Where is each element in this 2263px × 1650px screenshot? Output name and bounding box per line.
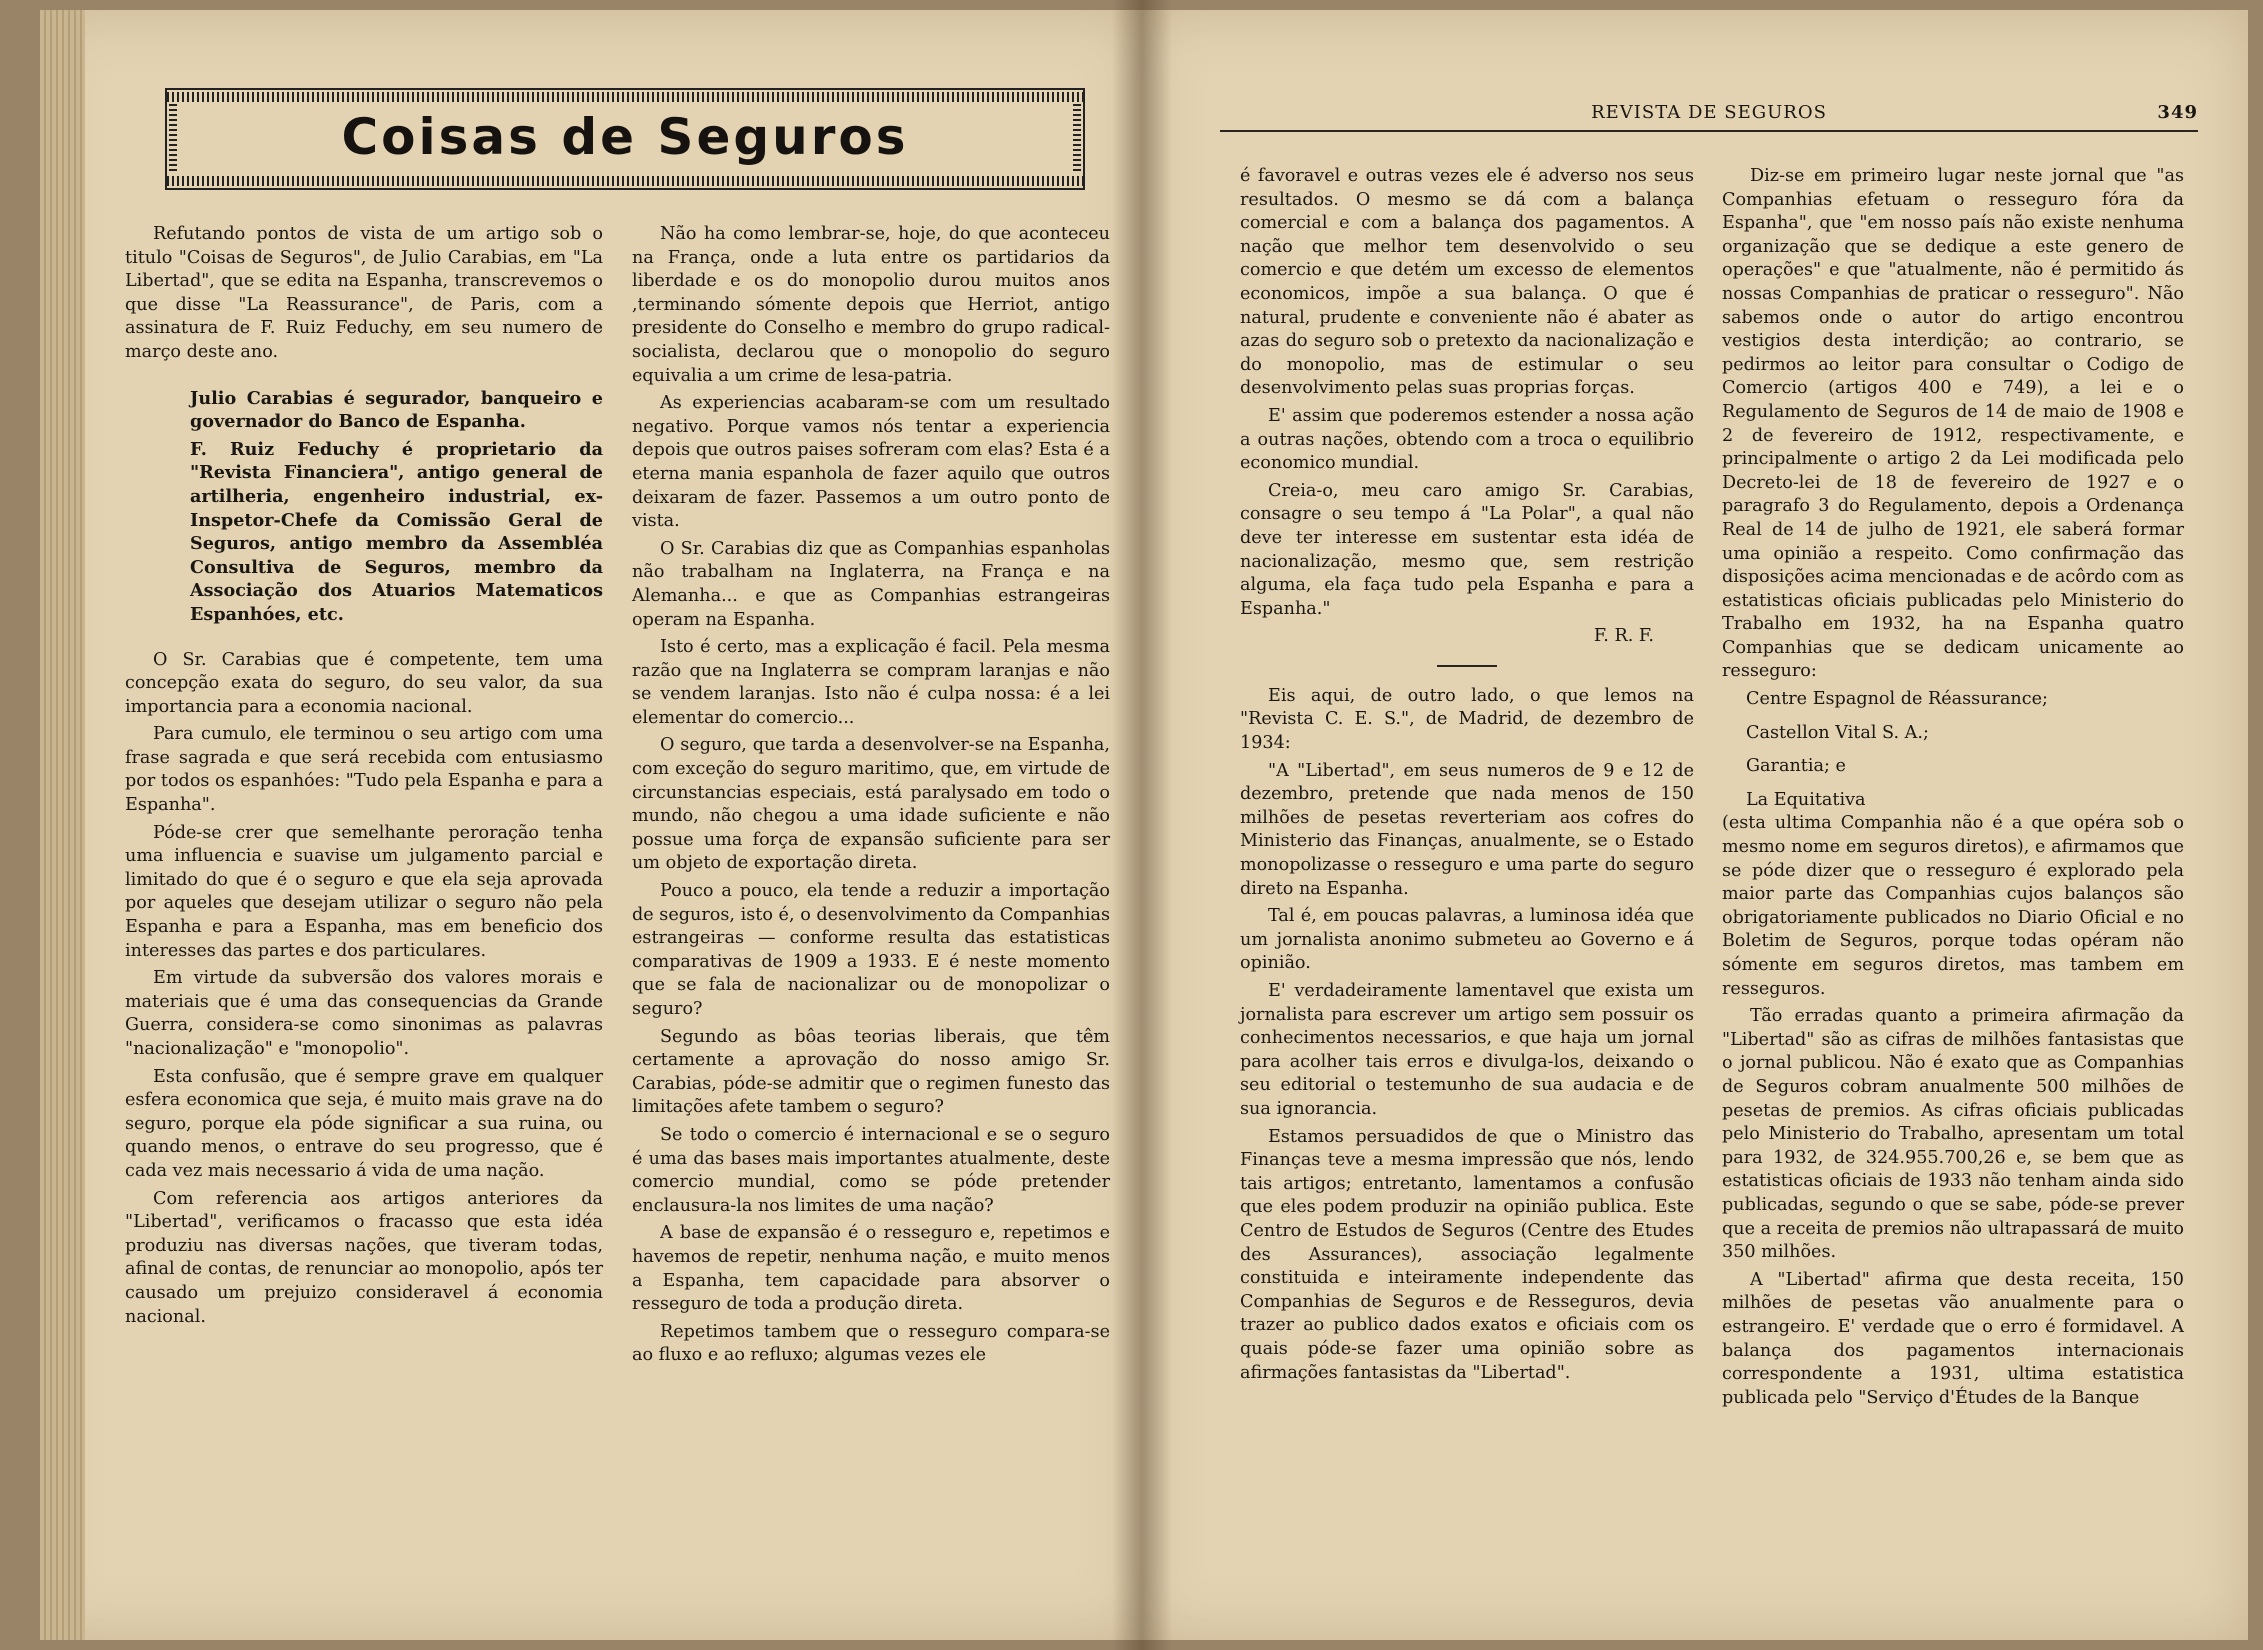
paragraph: O seguro, que tarda a desenvolver-se na Espanha, com exceção do seguro maritimo, que, em virtude de circunstancias especiais, está paralysado em todo o mundo, não chegou a uma idade suficiente e não possue uma força de expansão suficiente para ser um objeto de exportação direta. bbox=[632, 735, 1110, 874]
paragraph: A "Libertad" afirma que desta receita, 150 milhões de pesetas vão anualmente para o estrangeiro. E' verdade que o erro é formidavel. A balança dos pagamentos internacionais correspondente a 1931, ultima estatistica publicada pelo "Serviço d'Études de la Banque bbox=[1722, 1269, 2184, 1408]
paragraph: O Sr. Carabias que é competente, tem uma concepção exata do seguro, do seu valor, da sua importancia para a economia nacional. bbox=[125, 649, 603, 717]
author-note: F. Ruiz Feduchy é proprietario da "Revista Financiera", antigo general de artilheria, engenheiro industrial, ex-Inspetor-Chefe da Comissão Geral de Seguros, antigo membro da Assembléa Consultiva de Seguros, membro da Associação dos Atuarios Matematicos Espanhóes, etc. bbox=[190, 438, 603, 625]
paragraph: Creia-o, meu caro amigo Sr. Carabias, consagre o seu tempo á "La Polar", a qual não deve ter interesse em sustentar esta idéa de nacionalização, mesmo que, sem restrição alguma, ela faça tudo pela Espanha e para a Espanha." bbox=[1240, 480, 1694, 619]
right-page bbox=[1142, 10, 2248, 1640]
article-title: Coisas de Seguros bbox=[341, 108, 909, 166]
signature: F. R. F. bbox=[1593, 626, 1654, 647]
paragraph: E' assim que poderemos estender a nossa ação a outras nações, obtendo com a troca o equilibrio economico mundial. bbox=[1240, 405, 1694, 474]
paragraph: Não ha como lembrar-se, hoje, do que aconteceu na França, onde a luta entre os partidarios da liberdade e os do monopolio durou muitos anos ,terminando sómente depois que Herriot, antigo presidente do Conselho e membro do grupo radical-socialista, declarou que o monopolio do seguro equivalia a um crime de lesa-patria. bbox=[632, 224, 1110, 386]
running-header bbox=[1220, 100, 2198, 132]
paragraph: Refutando pontos de vista de um artigo sob o titulo "Coisas de Seguros", de Julio Carabias, em "La Libertad", que se edita na Espanha, transcrevemos o que disse "La Reassurance", de Paris, com a assinatura de F. Ruiz Feduchy, em seu numero de março deste ano. bbox=[125, 224, 603, 362]
paragraph: O Sr. Carabias diz que as Companhias espanholas não trabalham na Inglaterra, na França e na Alemanha... e que as Companhias estrangeiras operam na Espanha. bbox=[632, 538, 1110, 630]
left-page bbox=[40, 10, 1142, 1640]
paragraph: Repetimos tambem que o resseguro compara-se ao fluxo e ao refluxo; algumas vezes ele bbox=[632, 1321, 1110, 1366]
paragraph: é favoravel e outras vezes ele é adverso nos seus resultados. O mesmo se dá com a balança comercial e com a balança dos pagamentos. A nação que melhor tem desenvolvido o seu comercio e que detém um excesso de elementos economicos, impõe a sua balança. O que é natural, prudente e conveniente não é abater as azas do seguro sob o pretexto da nacionalização e do monopolio, mas de estimular o seu desenvolvimento pelas suas proprias forças. bbox=[1240, 166, 1694, 399]
paragraph: Póde-se crer que semelhante peroração tenha uma influencia e suavise um julgamento parcial e limitado do que é o seguro e que ela seja aprovada por aqueles que desejam utilizar o seguro não pela Espanha e para a Espanha, mas em beneficio dos interesses das partes e dos particulares. bbox=[125, 822, 603, 961]
paragraph: Em virtude da subversão dos valores morais e materiais que é uma das consequencias da Grande Guerra, considera-se como sinonimas as palavras "nacionalização" e "monopolio". bbox=[125, 968, 603, 1059]
company-list-item: Castellon Vital S. A.; bbox=[1746, 722, 1929, 743]
paragraph: Isto é certo, mas a explicação é facil. Pela mesma razão que na Inglaterra se compram laranjas e não se vendem laranjas. Isto não é culpa nossa: é a lei elementar do comercio... bbox=[632, 637, 1110, 728]
paragraph: Pouco a pouco, ela tende a reduzir a importação de seguros, isto é, o desenvolvimento da Companhias estrangeiras — conforme resulta das estatisticas comparativas de 1909 a 1933. E é neste momento que se fala de nacionalizar ou de monopolizar o seguro? bbox=[632, 881, 1110, 1019]
binding-gutter bbox=[1112, 0, 1172, 1650]
paragraph: A base de expansão é o resseguro e, repetimos e havemos de repetir, nenhuma nação, e muito menos a Espanha, tem capacidade para absorver o resseguro de toda a produção direta. bbox=[632, 1223, 1110, 1315]
paragraph: Diz-se em primeiro lugar neste jornal que "as Companhias efetuam o resseguro fóra da Espanha", que "em nosso país não existe nenhuma organização que se dedique a este genero de operações" e que "atualmente, não é permitido ás nossas Companhias de praticar o resseguro". Não sabemos onde o autor do artigo encontrou vestigios desta interdição; ao contrario, se pedirmos ao leitor para consultar o Codigo de Comercio (artigos 400 e 749), a lei e o Regulamento de Seguros de 14 de maio de 1908 e 2 de fevereiro de 1912, respectivamente, e principalmente o artigo 2 da Lei modificada pelo Decreto-lei de 18 de fevereiro de 1927 e o paragrafo 3 do Regulamento, depois a Ordenança Real de 14 de julho de 1921, ele saberá formar uma opinião a respeito. Como confirmação das disposições acima mencionadas e de acôrdo com as estatisticas oficiais publicadas pelo Ministerio do Trabalho em 1932, ha na Espanha quatro Companhias que se dedicam unicamente ao resseguro: bbox=[1722, 166, 2184, 682]
paragraph: As experiencias acabaram-se com um resultado negativo. Porque vamos nós tentar a experiencia depois que outros paises sofreram com elas? Esta é a eterna mania espanhola de fazer aquilo que outros deixaram de fazer. Passemos a um outro ponto de vista. bbox=[632, 393, 1110, 532]
paragraph: Estamos persuadidos de que o Ministro das Finanças teve a mesma impressão que nós, lendo tais artigos; entretanto, lamentamos a confusão que eles podem produzir na opinião publica. Este Centro de Estudos de Seguros (Centre des Etudes des Assurances), associação legalmente constituida e inteiramente independente das Companhias de Seguros e de Resseguros, devia trazer ao publico dados exatos e oficiais com os quais póde-se fazer uma opinião sobre as afirmações fantasistas da "Libertad". bbox=[1240, 1126, 1694, 1383]
right-column-1 bbox=[1240, 165, 1694, 1389]
title-banner bbox=[165, 88, 1085, 190]
company-list-item: Garantia; e bbox=[1746, 756, 1846, 777]
paragraph: E' verdadeiramente lamentavel que exista um jornalista para escrever um artigo sem possuir os conhecimentos necessarios, e que haja um jornal para acolher tais erros e divulga-los, deixando o seu editorial o testemunho de sua audacia e de sua ignorancia. bbox=[1240, 981, 1694, 1119]
paragraph: Tal é, em poucas palavras, a luminosa idéa que um jornalista anonimo submeteu ao Governo e á opinião. bbox=[1240, 906, 1694, 974]
paragraph: "A "Libertad", em seus numeros de 9 e 12 de dezembro, pretende que nada menos de 150 milhões de pesetas reverteriam aos cofres do Ministerio das Finanças, anualmente, se o Estado monopolizasse o resseguro e uma parte do seguro direto na Espanha. bbox=[1240, 760, 1694, 899]
paragraph: Para cumulo, ele terminou o seu artigo com uma frase sagrada e que será recebida com entusiasmo por todos os espanhóes: "Tudo pela Espanha e para a Espanha". bbox=[125, 724, 603, 816]
running-head-title: REVISTA DE SEGUROS bbox=[1591, 102, 1827, 123]
author-note: Julio Carabias é segurador, banqueiro e governador do Banco de Espanha. bbox=[190, 387, 603, 433]
paragraph: Esta confusão, que é sempre grave em qualquer esfera economica que seja, é muito mais grave na do seguro, porque ela póde significar a sua ruina, ou quando menos, o entrave do seu progresso, que é cada vez mais necessario á vida de uma nação. bbox=[125, 1066, 603, 1181]
paragraph: Se todo o comercio é internacional e se o seguro é uma das bases mais importantes atualmente, deste comercio mundial, como se póde pretender enclausura-la nos limites de uma nação? bbox=[632, 1124, 1110, 1216]
paragraph: Segundo as bôas teorias liberais, que têm certamente a aprovação do nosso amigo Sr. Carabias, póde-se admitir que o regimen funesto das limitações afete tambem o seguro? bbox=[632, 1026, 1110, 1118]
author-notes bbox=[190, 387, 603, 627]
paragraph: Com referencia aos artigos anteriores da "Libertad", verificamos o fracasso que esta idéa produziu nas diversas nações, que tiveram todas, afinal de contas, de renunciar ao monopolio, após ter causado um prejuizo consideravel á economia nacional. bbox=[125, 1188, 603, 1327]
page-number: 349 bbox=[2157, 102, 2198, 123]
company-list-item: Centre Espagnol de Réassurance; bbox=[1746, 689, 2048, 710]
paragraph: Eis aqui, de outro lado, o que lemos na "Revista C. E. S.", de Madrid, de dezembro de 1934: bbox=[1240, 685, 1694, 754]
left-column-2 bbox=[632, 223, 1110, 1372]
paragraph: (esta ultima Companhia não é a que opéra sob o mesmo nome em seguros diretos), e afirmamos que se póde dizer que o resseguro é explorado pela maior parte das Companhias cujos balanços são obrigatoriamente publicados no Diario Oficial e no Boletim de Seguros, porque todas opéram não sómente em seguros diretos, mas tambem em resseguros. bbox=[1722, 813, 2184, 999]
page-edge bbox=[40, 10, 85, 1640]
section-divider bbox=[1437, 665, 1497, 667]
company-list-item: La Equitativa bbox=[1746, 789, 1866, 810]
paragraph: Tão erradas quanto a primeira afirmação da "Libertad" são as cifras de milhões fantasistas que o jornal publicou. Não é exato que as Companhias de Seguros cobram anualmente 500 milhões de pesetas de premios. As cifras oficiais publicadas pelo Ministerio do Trabalho, apresentam um total para 1932, de 324.955.700,26 e, se bem que as estatisticas oficiais de 1933 não tenham ainda sido publicadas, segundo o que se sabe, póde-se prever que a receita de premios não ultrapassará de muito 350 milhões. bbox=[1722, 1006, 2184, 1263]
left-column-1 bbox=[125, 223, 603, 1333]
right-column-2 bbox=[1722, 165, 2184, 1414]
